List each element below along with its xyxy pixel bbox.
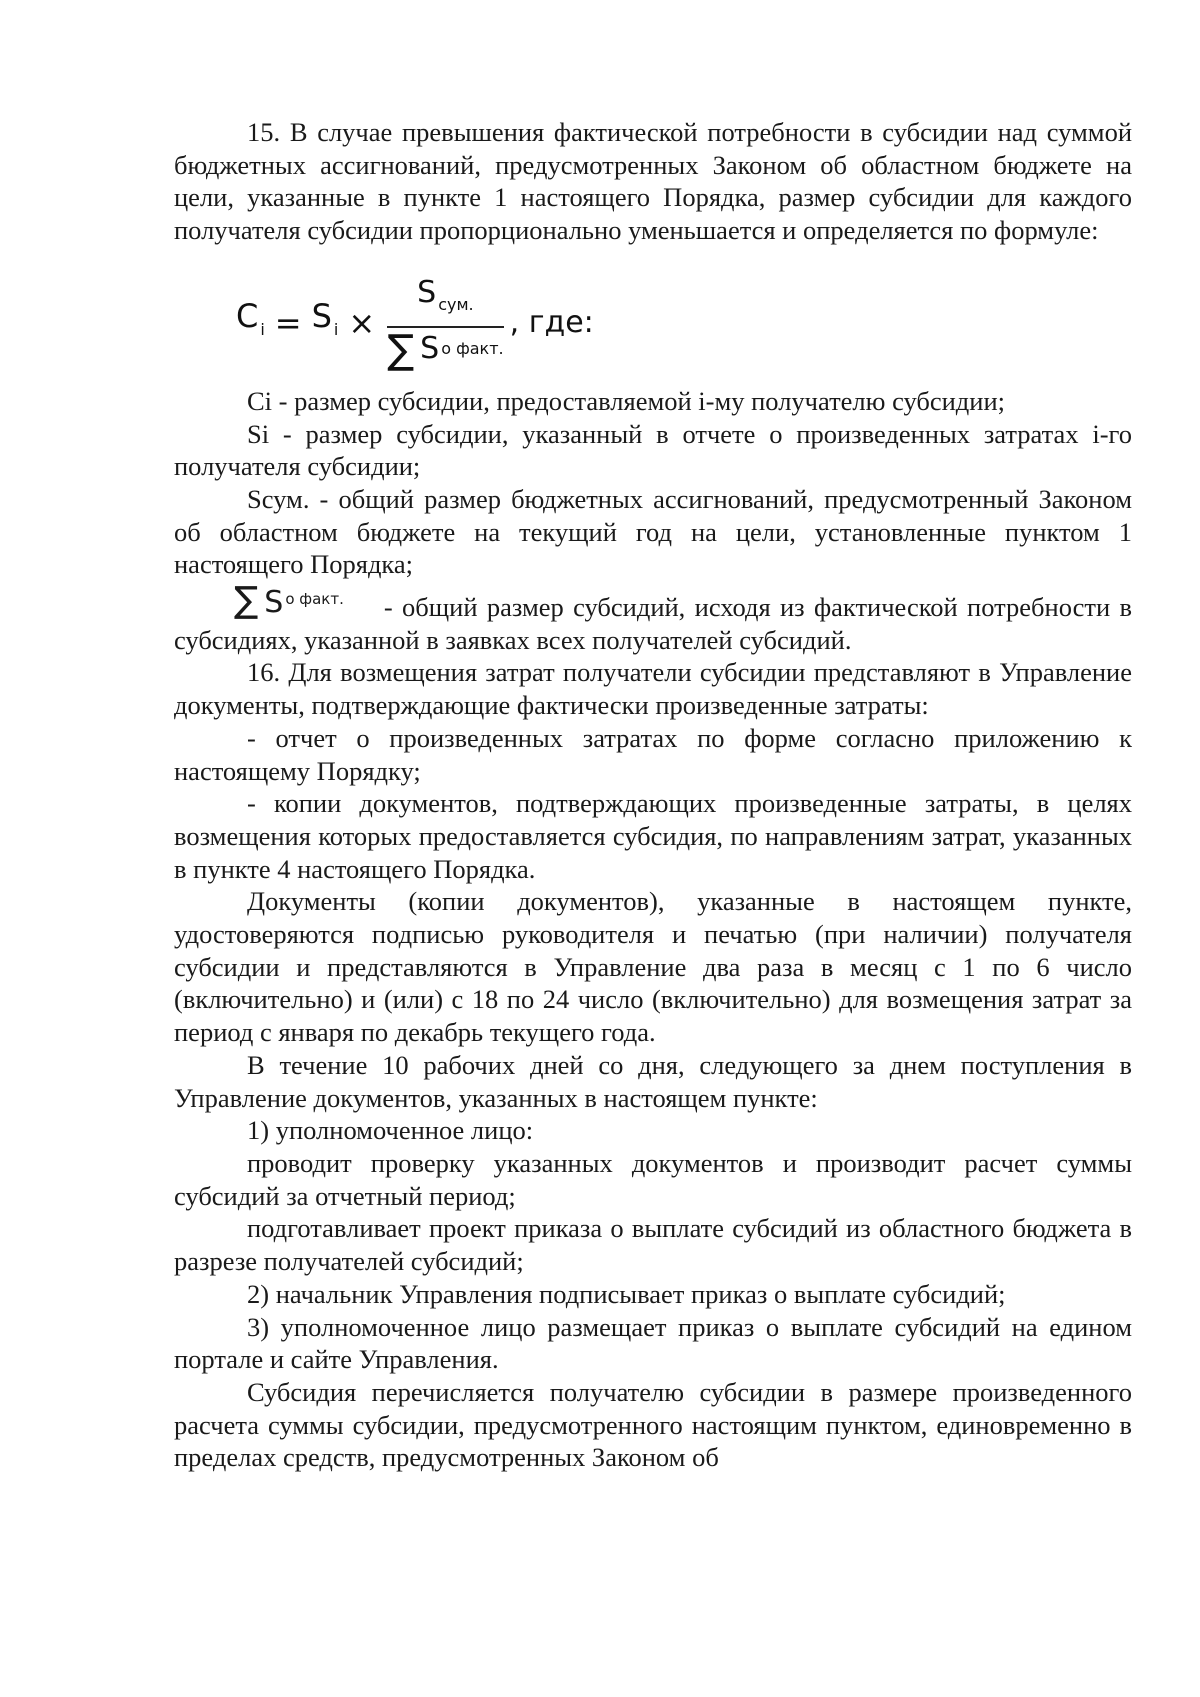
subsidy-formula [236,274,594,373]
formula-tail: , где: [509,304,594,340]
step-3: 3) уполномоченное лицо размещает приказ о выплате субсидий на едином портале и сайте Управления. [174,1311,1132,1375]
formula-numerator: S $_{сум.}$ [417,274,474,314]
formula-equals: = [274,303,302,342]
paragraph-15: 15. В случае превышения фактической потребности в субсидии над суммой бюджетных ассигнований, предусмотренных Законом об областном бюджете на цели, указанные в пункте 1 настоящего Порядка, размер субсидии для каждого получателя субсидии пропорционально уменьшается и определяется по формуле: [174,117,1132,246]
definition-ssum: Sсум. - общий размер бюджетных ассигнований, предусмотренный Законом об областном бюджете на текущий год на цели, установленные пунктом 1 настоящего Порядка; [174,483,1132,580]
paragraph-within-10-days: В течение 10 рабочих дней со дня, следующего за днем поступления в Управление документов, указанных в настоящем пункте: [174,1049,1132,1113]
formula-lhs: C $_i$ [236,296,265,339]
paragraph-final: Субсидия перечисляется получателю субсидии в размере произведенного расчета суммы субсидии, предусмотренного настоящим пунктом, единовременно в пределах средств, предусмотренных Законом об [174,1376,1132,1473]
step-1: 1) уполномоченное лицо: [247,1115,534,1146]
step-1a: проводит проверку указанных документов и производит расчет суммы субсидий за отчетный период; [174,1147,1132,1211]
definition-si: Si - размер субсидии, указанный в отчете о произведенных затратах i-го получателя субсидии; [174,418,1132,482]
paragraph-16-item-2: - копии документов, подтверждающих произведенные затраты, в целях возмещения которых предоставляется субсидия, по направлениям затрат, указанных в пункте 4 настоящего Порядка. [174,788,1132,884]
step-1b: подготавливает проект приказа о выплате субсидий из областного бюджета в разрезе получателей субсидий; [174,1213,1132,1277]
formula-denominator: ∑ S о факт. [387,326,504,373]
paragraph-documents: Документы (копии документов), указанные в настоящем пункте, удостоверяются подписью руководителя и печатью (при наличии) получателя субсидии и представляются в Управление два раза в месяц с 1 по 6 число (включительно) и (или) с 18 по 24 число (включительно) для возмещения затрат за период с января по декабрь текущего года. [174,886,1132,1048]
sigma-symbol: ∑ S $^{о факт.}$ [234,580,344,622]
definition-ci: Ci - размер субсидии, предоставляемой i-му получателю субсидии; [247,385,1006,416]
step-2: 2) начальник Управления подписывает приказ о выплате субсидий; [247,1278,1006,1309]
formula-fraction [387,274,504,373]
definition-sfact: ∑ S $^{о факт.}$ - общий размер субсидий, исходя из фактической потребности в субсидиях, указанной в заявках всех получателей субсидий. [174,580,1132,655]
paragraph-16-item-1: - отчет о произведенных затратах по форме согласно приложению к настоящему Порядку; [174,722,1132,786]
paragraph-16: 16. Для возмещения затрат получатели субсидии представляют в Управление документы, подтверждающие фактически произведенные затраты: [174,657,1132,721]
formula-block [174,247,1132,385]
formula-si: S $_i$ [311,296,339,339]
document-page [174,116,1132,1474]
formula-times: × [348,303,376,342]
